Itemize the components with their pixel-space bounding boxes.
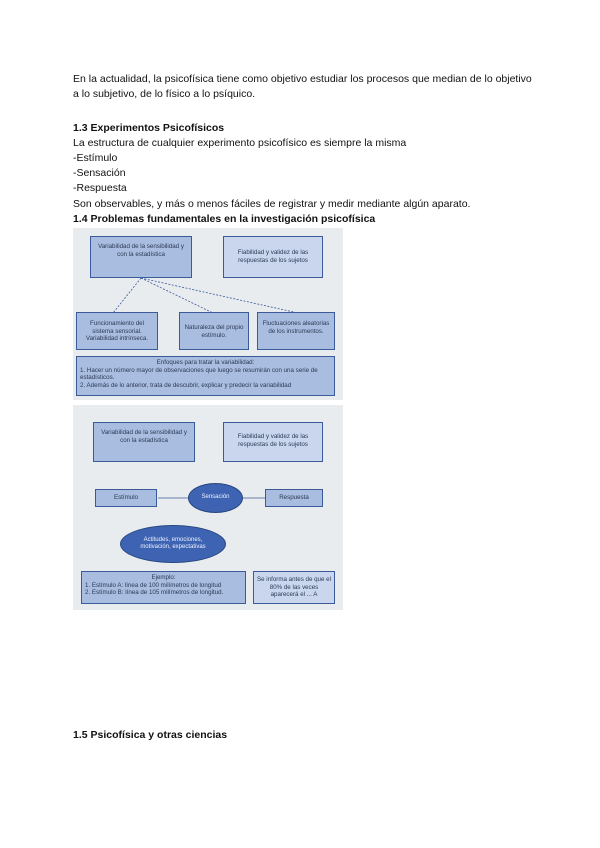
structure-line: La estructura de cualquier experimento psicofísico es siempre la misma <box>73 137 407 149</box>
sensation-ellipse: Sensación <box>188 483 243 513</box>
list-item-sensacion: -Sensación <box>73 167 126 179</box>
reliability-box-2: Fiabilidad y validez de las respuestas de los sujetos <box>223 422 323 462</box>
stimulus-box: Estímulo <box>95 489 157 507</box>
example-item-1: 1. Estímulo A: línea de 100 milímetros de longitud <box>85 581 222 589</box>
response-box: Respuesta <box>265 489 323 507</box>
experiment-diagram <box>73 405 343 610</box>
stimulus-nature-box: Naturaleza del propio estímulo. <box>179 312 249 350</box>
reliability-box: Fiabilidad y validez de las respuestas de los sujetos <box>223 236 323 278</box>
variability-box: Variabilidad de la sensibilidad y con la estadística <box>90 236 192 278</box>
attitudes-ellipse: Actitudes, emociones, motivación, expectativas <box>120 525 226 563</box>
section-heading-1-4: 1.4 Problemas fundamentales en la investigación psicofísica <box>73 213 376 225</box>
example-box <box>81 571 246 604</box>
prior-info-box: Se informa antes de que el 80% de las veces aparecerá el ... A <box>253 571 335 604</box>
variability-diagram <box>73 228 343 400</box>
section-heading-1-3: 1.3 Experimentos Psicofísicos <box>73 122 225 134</box>
section-heading-1-5: 1.5 Psicofísica y otras ciencias <box>73 729 228 741</box>
approaches-title: Enfoques para tratar la variabilidad: <box>156 359 255 366</box>
list-item-estimulo: -Estímulo <box>73 152 118 164</box>
sensory-system-box: Funcionamiento del sistema sensorial. Variabilidad intrínseca. <box>76 312 158 350</box>
observables-line: Son observables, y más o menos fáciles de registrar y medir mediante algún aparato. <box>73 198 471 210</box>
approach-item-2: 2. Además de lo anterior, trata de descubrir, explicar y predecir la variabilidad <box>80 381 292 389</box>
approaches-box <box>76 356 335 396</box>
variability-box-2: Variabilidad de la sensibilidad y con la estadística <box>93 422 195 462</box>
list-item-respuesta: -Respuesta <box>73 182 127 194</box>
approach-item-1: 1. Hacer un número mayor de observaciones que luego se resumirán con una serie de estadísticos. <box>80 366 318 381</box>
example-title: Ejemplo: <box>151 574 176 581</box>
instrument-fluctuation-box: Fluctuaciones aleatorias de los instrumentos. <box>257 312 335 350</box>
intro-paragraph: En la actualidad, la psicofísica tiene como objetivo estudiar los procesos que median de lo objetivo a lo subjetivo, de lo físico a lo psíquico. <box>73 73 532 100</box>
example-item-2: 2. Estímulo B: línea de 105 milímetros de longitud. <box>85 589 224 596</box>
